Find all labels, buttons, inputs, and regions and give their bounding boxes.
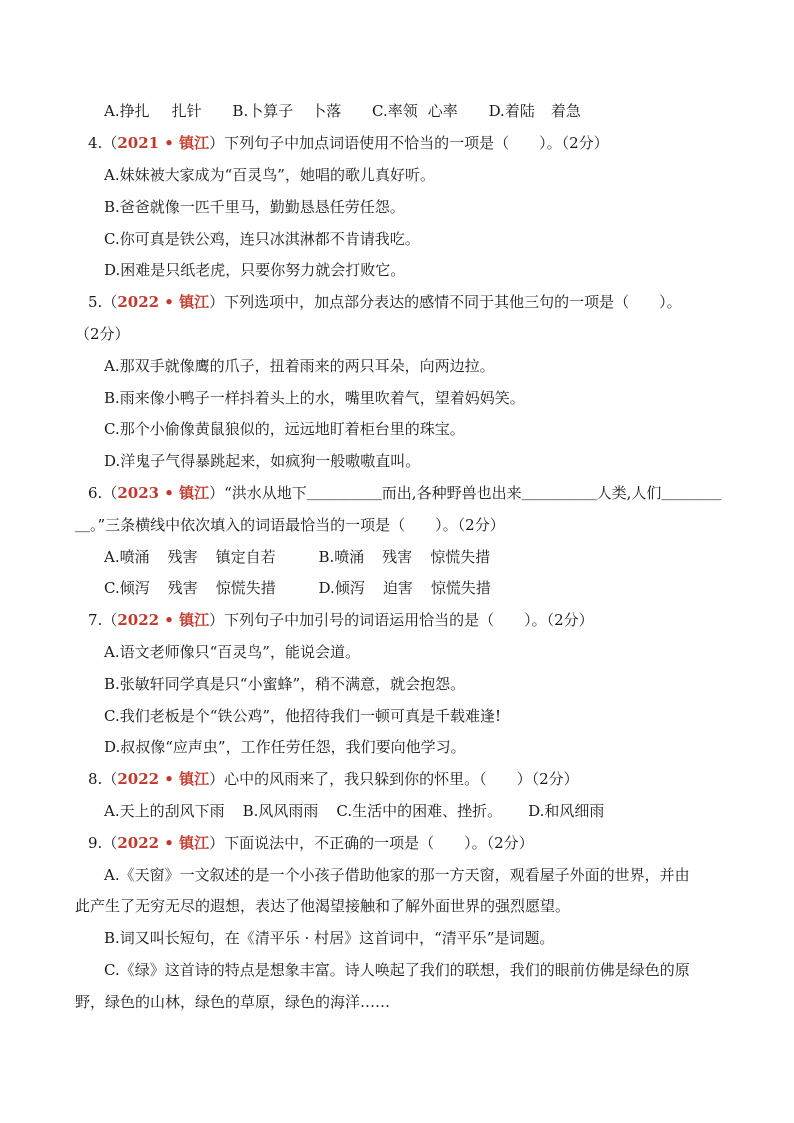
q7-option-a: A.语文老师像只“百灵鸟”，能说会道。 [104, 643, 360, 661]
q8-option-b: B.风风雨雨 [242, 802, 319, 820]
q5-stem: 5.（2022 • 镇江）下列选项中，加点部分表达的感情不同于其他三句的一项是（ ）。 [88, 293, 682, 311]
q4-source-tag: 2021 • 镇江 [117, 134, 210, 152]
q6-option-c: C.倾泻 残害 惊慌失措 [104, 579, 276, 597]
q5-option-a: A.那双手就像鹰的爪子，扭着雨来的两只耳朵，向两边拉。 [104, 357, 495, 375]
q8-source-tag: 2022 • 镇江 [117, 770, 210, 788]
q7-option-c: C.我们老板是个“铁公鸡”，他招待我们一顿可真是千载难逢! [104, 707, 502, 725]
q6-stem-cont: ＿。”三条横线中依次填入的词语最恰当的一项是（ ）。（2分） [75, 516, 505, 534]
q9-option-b: B.词又叫长短句，在《清平乐 · 村居》这首词中，“清平乐”是词题。 [104, 929, 555, 947]
q9-option-c-line2: 野，绿色的山林，绿色的草原，绿色的海洋…… [75, 993, 391, 1011]
q6-option-d: D.倾泻 迫害 惊慌失措 [318, 579, 491, 597]
q6-stem: 6.（2023 • 镇江）“洪水从地下＿＿＿＿＿而出,各种野兽也出来＿＿＿＿＿人类,人们＿＿＿＿ [88, 484, 722, 502]
q4-option-a: A.妹妹被大家成为“百灵鸟”，她唱的歌儿真好听。 [104, 166, 435, 184]
q9-option-a-line1: A.《天窗》一文叙述的是一个小孩子借助他家的那一方天窗，观看屋子外面的世界，并由 [104, 866, 690, 884]
q9-option-c-line1: C.《绿》这首诗的特点是想象丰富。诗人唤起了我们的联想，我们的眼前仿佛是绿色的原 [104, 961, 690, 979]
q3-option-d: D.着陆 着急 [488, 102, 581, 120]
q6-source-tag: 2023 • 镇江 [117, 484, 210, 502]
q3-options [104, 101, 581, 121]
q4-option-b: B.爸爸就像一匹千里马，勤勤恳恳任劳任怨。 [104, 198, 405, 216]
q5-option-b: B.雨来像小鸭子一样抖着头上的水，嘴里吹着气，望着妈妈笑。 [104, 389, 525, 407]
q6-option-a: A.喷涌 残害 镇定自若 [104, 548, 276, 566]
q7-option-b: B.张敏轩同学真是只“小蜜蜂”，稍不满意，就会抱怨。 [104, 675, 466, 693]
q3-option-b: B.卜算子 卜落 [232, 102, 342, 120]
q5-source-tag: 2022 • 镇江 [117, 293, 210, 311]
q8-stem: 8.（2022 • 镇江）心中的风雨来了，我只躲到你的怀里。（ ）（2分） [88, 770, 579, 788]
q7-option-d: D.叔叔像“应声虫”，工作任劳任怨，我们要向他学习。 [104, 738, 466, 756]
q4-option-c: C.你可真是铁公鸡，连只冰淇淋都不肯请我吃。 [104, 230, 420, 248]
q7-source-tag: 2022 • 镇江 [117, 611, 210, 629]
q4-option-d: D.困难是只纸老虎，只要你努力就会打败它。 [104, 261, 406, 279]
q9-source-tag: 2022 • 镇江 [117, 834, 210, 852]
q5-stem-cont: （2分） [75, 325, 130, 343]
q8-option-a: A.天上的刮风下雨 [104, 802, 225, 820]
q3-option-c: C.率领 心率 [372, 102, 458, 120]
q6-options-row1 [104, 547, 490, 567]
q8-option-c: C.生活中的困难、挫折。 [336, 802, 503, 820]
q6-options-row2 [104, 578, 491, 598]
q5-option-d: D.洋鬼子气得暴跳起来，如疯狗一般嗷嗷直叫。 [104, 452, 421, 470]
q8-options [104, 801, 604, 821]
q4-stem: 4.（2021 • 镇江）下列句子中加点词语使用不恰当的一项是（ ）。（2分） [88, 134, 609, 152]
q9-stem: 9.（2022 • 镇江）下面说法中，不正确的一项是（ ）。（2分） [88, 834, 534, 852]
q5-option-c: C.那个小偷像黄鼠狼似的，远远地盯着柜台里的珠宝。 [104, 420, 465, 438]
q7-stem: 7.（2022 • 镇江）下列句子中加引号的词语运用恰当的是（ ）。（2分） [88, 611, 594, 629]
q8-option-d: D.和风细雨 [528, 802, 605, 820]
q6-option-b: B.喷涌 残害 惊慌失措 [318, 548, 491, 566]
q9-option-a-line2: 此产生了无穷无尽的遐想，表达了他渴望接触和了解外面世界的强烈愿望。 [75, 897, 571, 915]
q3-option-a: A.挣扎 扎针 [104, 102, 202, 120]
